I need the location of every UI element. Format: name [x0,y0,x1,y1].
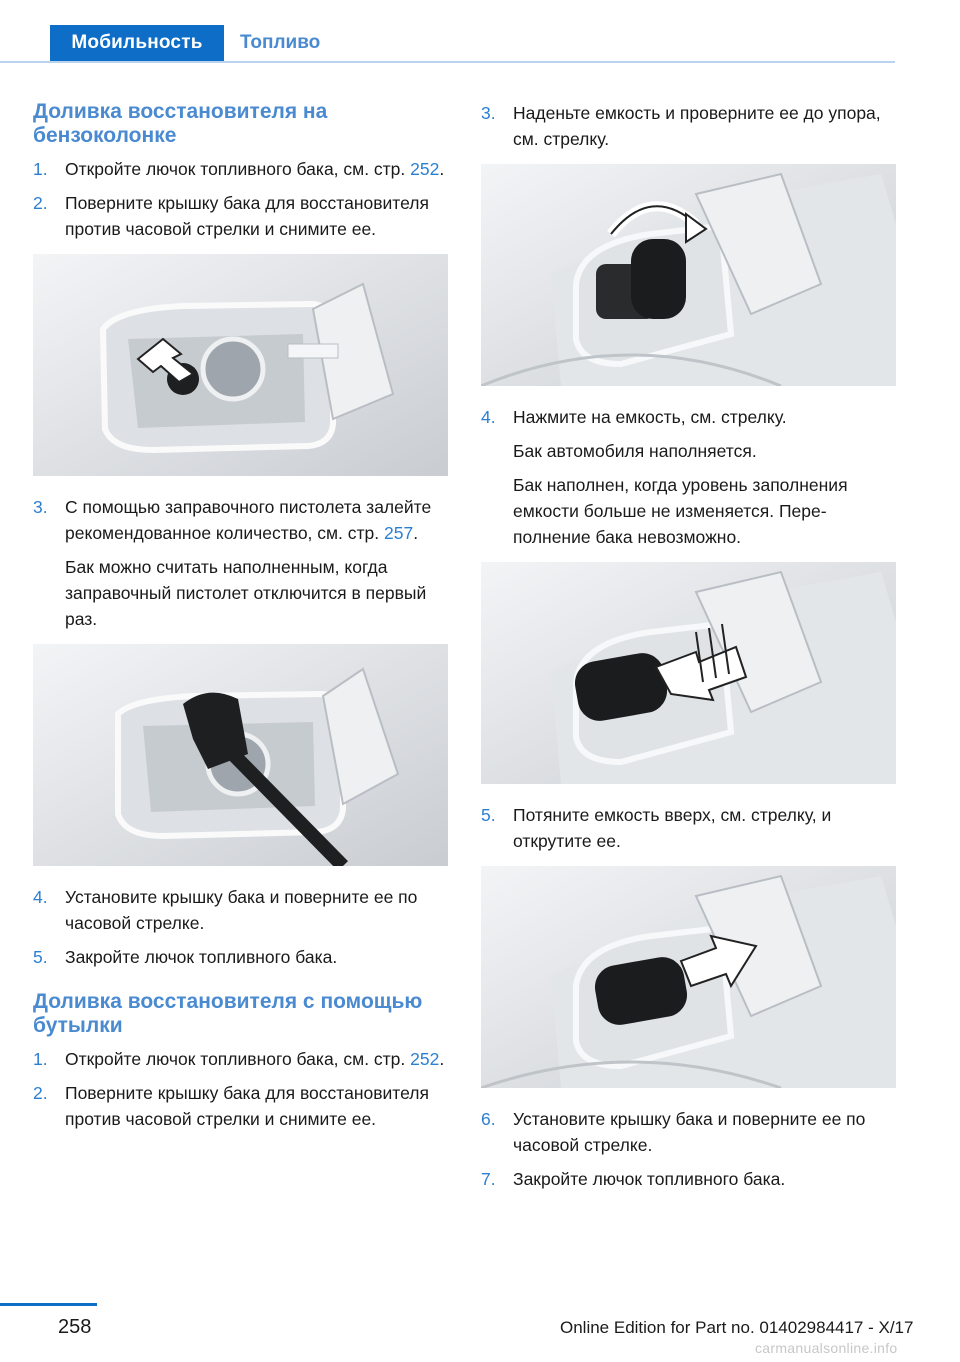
step-text-end: . [439,1049,445,1069]
step-item [33,156,448,182]
step-text: Поверните крышку бака для восстановителя против часовой стрелки и снимите ее. [65,193,429,239]
edition-info: Online Edition for Part no. 01402984417 - X/17 [560,1318,914,1337]
step-number: 2. [33,193,48,213]
step-item [33,884,448,936]
header-tab-fuel[interactable]: Топливо [240,32,321,53]
step-text-end: . [413,523,419,543]
step-text: Откройте лючок топливного бака, см. стр. [65,159,411,179]
illustration-pull-bottle [481,866,896,1088]
illustration-attach-bottle [481,164,896,386]
step-number: 1. [33,159,48,179]
step-number: 5. [481,805,496,825]
step-text: Откройте лючок топливного бака, см. стр. [65,1049,411,1069]
page-link[interactable]: 252 [410,1049,440,1069]
section-title-refill-bottle: Доливка восстановителя с помощью бутылки [33,990,423,1037]
step-item [481,1166,896,1192]
step-item [481,802,896,854]
right-column [481,100,896,1200]
step-number: 1. [33,1049,48,1069]
step-text: Установите крышку бака и поверните ее по часовой стрелке. [513,1109,866,1155]
step-number: 6. [481,1109,496,1129]
step-item [481,404,896,430]
step-text: Наденьте емкость и проверните ее до упора, см. стрелку. [513,103,881,149]
step-item [33,1046,448,1072]
section-title-refill-station: Доливка восстановителя на бензоколонке [33,100,328,147]
step-number: 4. [481,407,496,427]
step-item [33,494,448,546]
step-number: 7. [481,1169,496,1189]
step-item [33,190,448,242]
step-note: Бак автомобиля наполняется. [513,441,757,461]
step-item [33,944,448,970]
step-text: Закройте лючок топливного бака. [65,947,338,967]
illustration-press-bottle [481,562,896,784]
step-text-end: . [439,159,445,179]
header-tab-mobility[interactable]: Мобильность [50,25,224,61]
step-text: С помощью заправочного пистолета залейте рекомендованное количество, см. стр. [65,497,432,543]
left-column [33,100,448,1140]
illustration-fuel-nozzle [33,644,448,866]
step-number: 3. [481,103,496,123]
step-number: 5. [33,947,48,967]
watermark: carmanualsonline.info [755,1340,898,1356]
step-item [33,1080,448,1132]
step-item [481,100,896,152]
step-number: 4. [33,887,48,907]
step-text: Поверните крышку бака для восстановителя против часовой стрелки и снимите ее. [65,1083,429,1129]
footer-accent-line [0,1303,97,1306]
header-divider [0,61,895,63]
step-text: Установите крышку бака и поверните ее по часовой стрелке. [65,887,418,933]
step-text: Закройте лючок топливного бака. [513,1169,786,1189]
step-item [481,1106,896,1158]
step-number: 2. [33,1083,48,1103]
page-link[interactable]: 252 [410,159,440,179]
page-number: 258 [58,1316,92,1338]
step-note: Бак можно считать наполненным, когда заправочный пистолет отключится в первый раз. [65,557,427,629]
page-link[interactable]: 257 [384,523,414,543]
step-note: Бак наполнен, когда уровень заполнения емкости больше не изменяется. Переполнение бака невозможно. [513,475,848,547]
step-text: Потяните емкость вверх, см. стрелку, и открутите ее. [513,805,832,851]
step-text: Нажмите на емкость, см. стрелку. [513,407,787,427]
step-number: 3. [33,497,48,517]
illustration-remove-cap [33,254,448,476]
